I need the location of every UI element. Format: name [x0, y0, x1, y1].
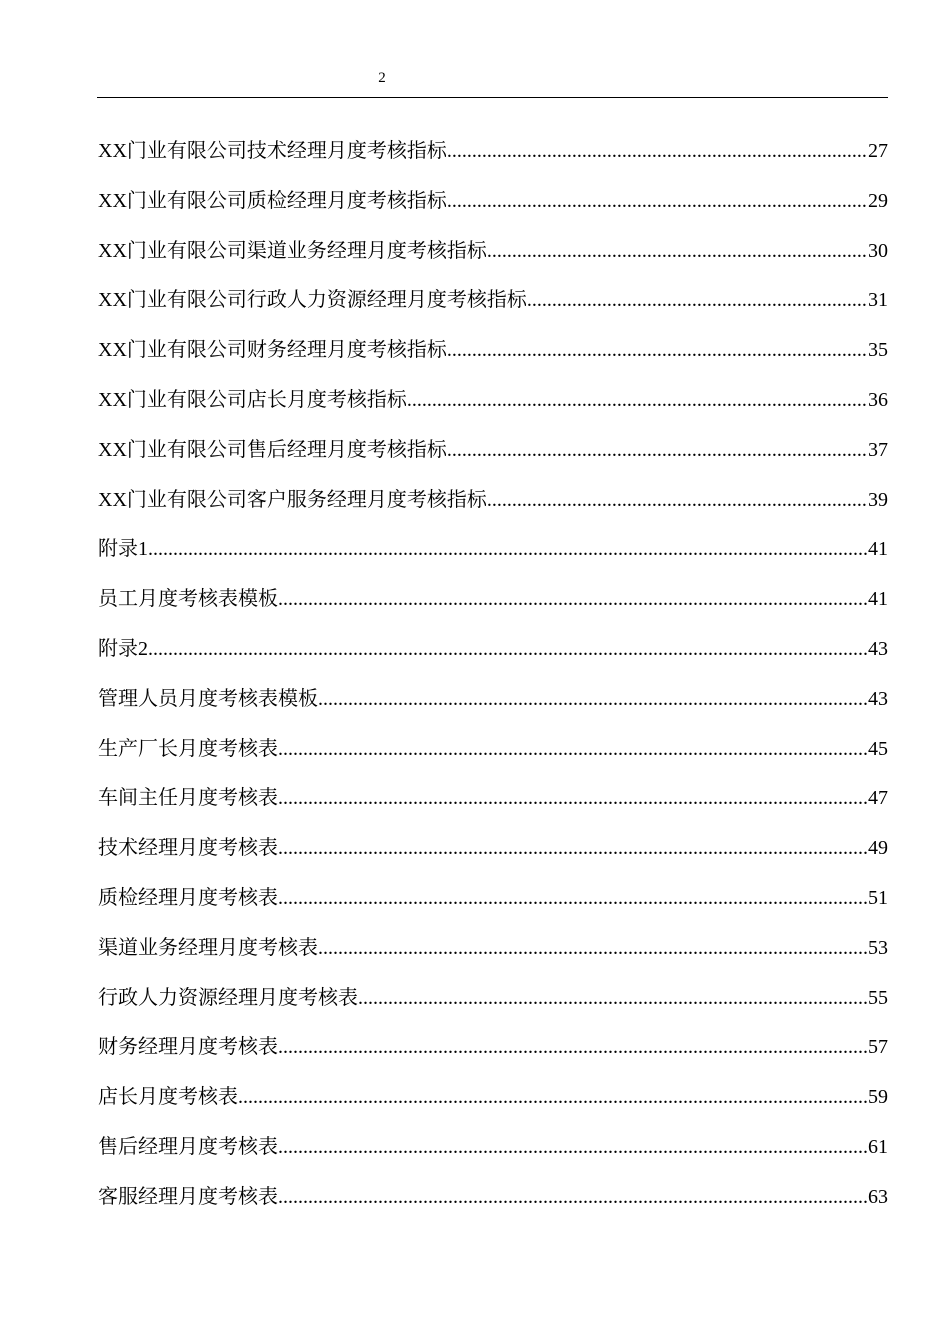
toc-entry[interactable]	[98, 585, 888, 635]
toc-entry-title: 员工月度考核表模板	[98, 588, 278, 611]
toc-entry-title: XX门业有限公司渠道业务经理月度考核指标	[98, 239, 487, 262]
toc-leader	[238, 1083, 868, 1111]
toc-entry-page: 43	[868, 637, 888, 660]
toc-entry-page: 36	[868, 388, 888, 411]
toc-entry[interactable]	[98, 336, 888, 386]
toc-entry[interactable]	[98, 237, 888, 287]
toc-entry-title: XX门业有限公司客户服务经理月度考核指标	[98, 488, 487, 511]
toc-entry[interactable]	[98, 486, 888, 536]
page-number: 2	[378, 70, 386, 86]
toc-leader	[278, 585, 868, 613]
toc-entry-page: 30	[868, 239, 888, 262]
toc-leader	[447, 436, 868, 464]
toc-leader	[148, 535, 868, 563]
toc-entry-title: 行政人力资源经理月度考核表	[98, 986, 358, 1009]
toc-entry-title: XX门业有限公司技术经理月度考核指标	[98, 140, 447, 162]
toc-entry[interactable]	[98, 1183, 888, 1233]
toc-entry[interactable]	[98, 137, 888, 187]
toc-entry[interactable]	[98, 735, 888, 785]
toc-entry-title: 售后经理月度考核表	[98, 1135, 278, 1158]
toc-entry-page: 41	[868, 588, 888, 611]
toc-entry-title: 财务经理月度考核表	[98, 1036, 278, 1059]
toc-entry-title: 质检经理月度考核表	[98, 886, 278, 909]
toc-entry-title: 技术经理月度考核表	[98, 837, 278, 860]
toc-entry-page: 49	[868, 837, 888, 860]
toc-leader	[278, 834, 868, 862]
toc-entry-page: 37	[868, 438, 888, 461]
toc-entry-page: 31	[868, 289, 888, 312]
toc-leader	[407, 386, 868, 414]
toc-leader	[278, 1183, 868, 1211]
toc-entry[interactable]	[98, 934, 888, 984]
toc-leader	[278, 884, 868, 912]
toc-entry[interactable]	[98, 784, 888, 834]
toc-entry-title: 管理人员月度考核表模板	[98, 687, 318, 710]
toc-entry-title: 店长月度考核表	[98, 1086, 238, 1109]
toc-entry[interactable]	[98, 635, 888, 685]
toc-entry[interactable]	[98, 685, 888, 735]
toc-entry-title: 生产厂长月度考核表	[98, 737, 278, 760]
toc-entry[interactable]	[98, 984, 888, 1034]
toc-entry-page: 53	[868, 936, 888, 959]
toc-leader	[318, 934, 868, 962]
toc-leader	[278, 784, 868, 812]
toc-entry-page: 29	[868, 189, 888, 212]
toc-entry-page: 41	[868, 538, 888, 561]
toc-entry-page: 51	[868, 886, 888, 909]
toc-entry-page: 43	[868, 687, 888, 710]
toc-leader	[318, 685, 868, 713]
toc-entry-title: XX门业有限公司售后经理月度考核指标	[98, 438, 447, 461]
toc-leader	[148, 635, 868, 663]
toc-entry-page: 27	[868, 140, 888, 162]
toc-entry-page: 63	[868, 1185, 888, 1208]
toc-entry-title: XX门业有限公司店长月度考核指标	[98, 388, 407, 411]
toc-entry-title: 附录2	[98, 637, 148, 660]
toc-entry[interactable]	[98, 884, 888, 934]
toc-entry[interactable]	[98, 834, 888, 884]
toc-entry-title: 客服经理月度考核表	[98, 1185, 278, 1208]
toc-entry[interactable]	[98, 286, 888, 336]
toc-entry[interactable]	[98, 1033, 888, 1083]
toc-entry-title: 附录1	[98, 538, 148, 561]
toc-entry-title: 车间主任月度考核表	[98, 787, 278, 810]
toc-entry[interactable]	[98, 535, 888, 585]
toc-entry[interactable]	[98, 1083, 888, 1133]
toc-entry-title: XX门业有限公司财务经理月度考核指标	[98, 339, 447, 362]
toc-entry[interactable]	[98, 187, 888, 237]
toc-entry-page: 59	[868, 1086, 888, 1109]
toc-leader	[278, 1033, 868, 1061]
table-of-contents	[98, 137, 888, 1233]
toc-leader	[447, 336, 868, 364]
header-rule	[97, 97, 888, 98]
toc-leader	[278, 1133, 868, 1161]
toc-entry-page: 61	[868, 1135, 888, 1158]
toc-entry-page: 39	[868, 488, 888, 511]
toc-leader	[487, 237, 868, 265]
toc-leader	[447, 187, 868, 215]
toc-leader	[527, 286, 868, 314]
toc-leader	[487, 486, 868, 514]
toc-entry[interactable]	[98, 1133, 888, 1183]
toc-leader	[278, 735, 868, 763]
toc-entry-page: 35	[868, 339, 888, 362]
toc-entry-title: XX门业有限公司质检经理月度考核指标	[98, 189, 447, 212]
toc-entry-page: 45	[868, 737, 888, 760]
toc-leader	[447, 137, 868, 165]
toc-entry[interactable]	[98, 386, 888, 436]
toc-leader	[358, 984, 868, 1012]
toc-entry-title: XX门业有限公司行政人力资源经理月度考核指标	[98, 289, 527, 312]
toc-entry-page: 47	[868, 787, 888, 810]
toc-entry[interactable]	[98, 436, 888, 486]
toc-entry-page: 57	[868, 1036, 888, 1059]
toc-entry-title: 渠道业务经理月度考核表	[98, 936, 318, 959]
toc-entry-page: 55	[868, 986, 888, 1009]
